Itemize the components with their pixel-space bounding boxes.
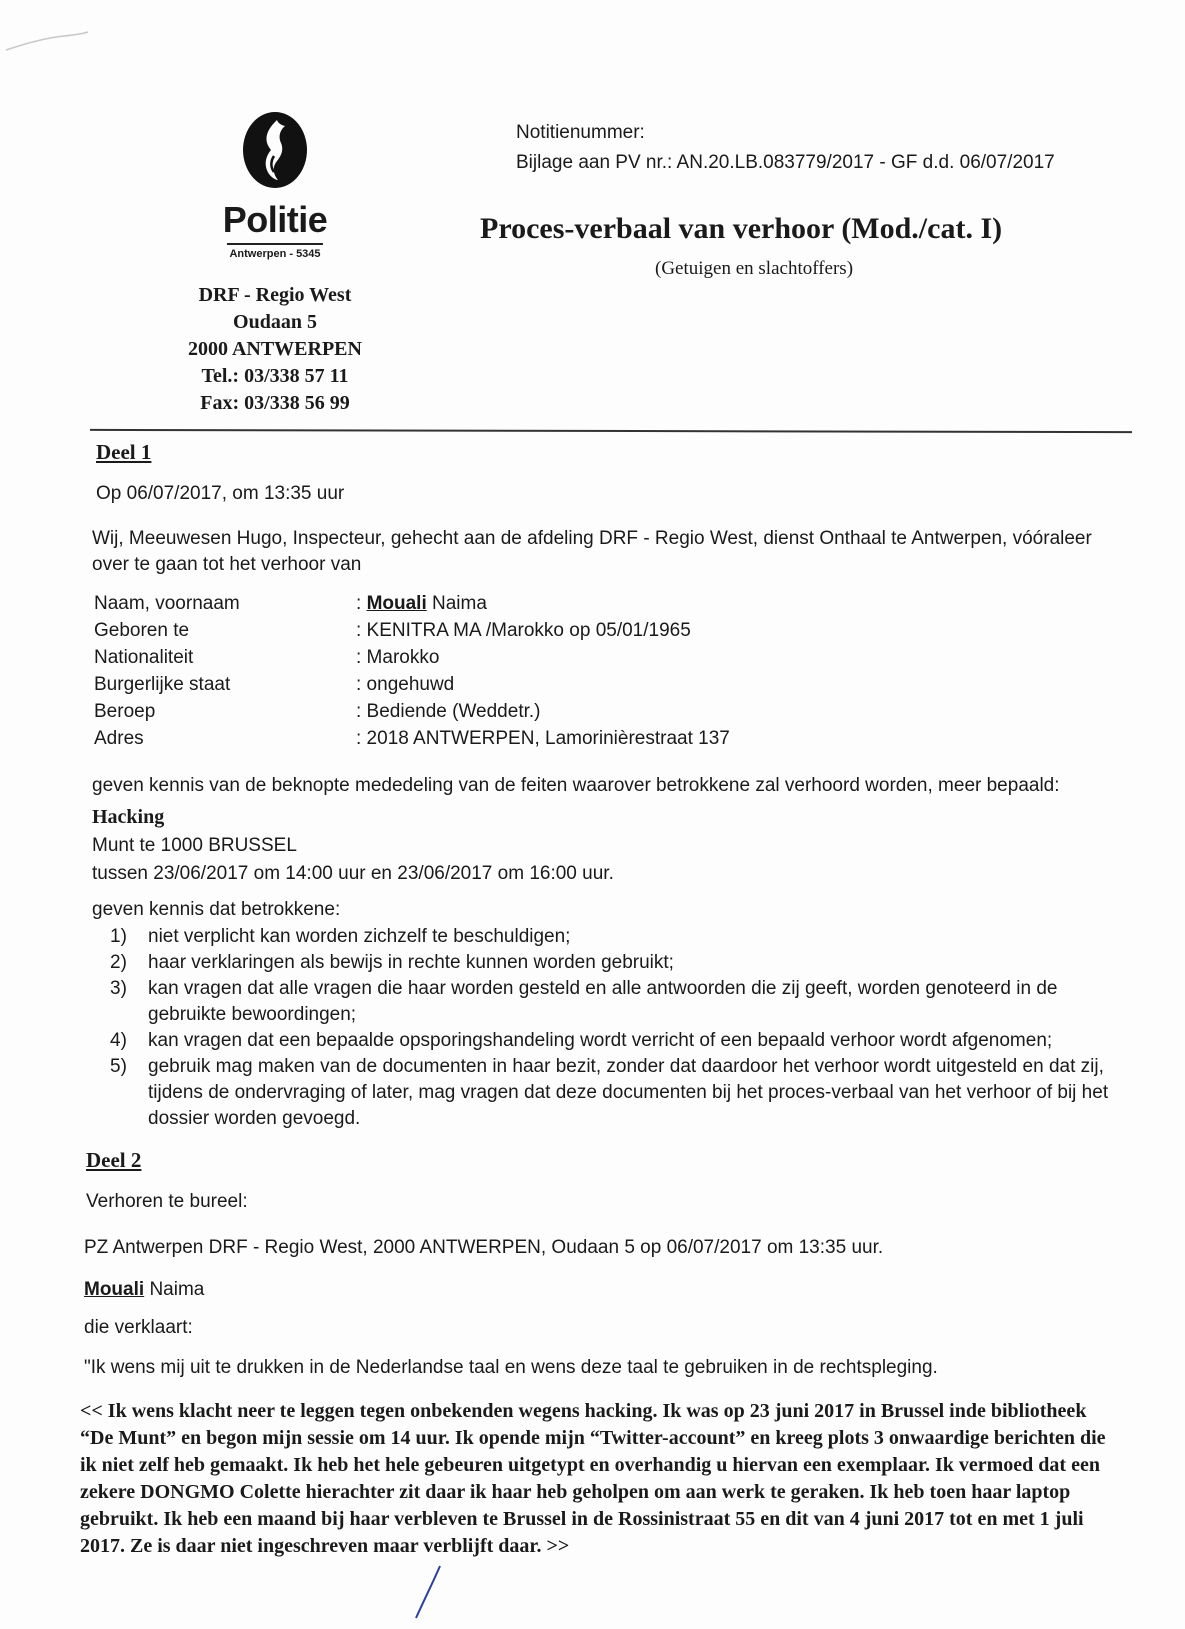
facts-intro: geven kennis van de beknopte mededeling van de feiten waarover betrokkene zal verhoord worden, meer bepaald: bbox=[92, 775, 1060, 796]
identity-value: : Mouali Naima bbox=[356, 593, 487, 614]
identity-label: Geboren te bbox=[94, 620, 190, 641]
interview-place-label: Verhoren te bureel: bbox=[86, 1191, 248, 1212]
office-address bbox=[130, 282, 420, 417]
section-heading-deel-2: Deel 2 bbox=[86, 1148, 142, 1172]
section-heading-deel-1: Deel 1 bbox=[96, 440, 152, 464]
police-logo-block bbox=[130, 110, 420, 260]
header-divider bbox=[90, 429, 1132, 433]
offence-period: tussen 23/06/2017 om 14:00 uur en 23/06/2017 om 16:00 uur. bbox=[92, 863, 614, 884]
witness-name-line bbox=[84, 1278, 204, 1302]
identity-label: Naam, voornaam bbox=[94, 593, 240, 614]
identity-row-nationality bbox=[94, 644, 894, 671]
pv-reference: Bijlage aan PV nr.: AN.20.LB.083779/2017 - GF d.d. 06/07/2017 bbox=[516, 152, 1055, 173]
identity-row-name bbox=[94, 590, 894, 617]
identity-value: : 2018 ANTWERPEN, Lamorinièrestraat 137 bbox=[356, 728, 730, 749]
list-item bbox=[110, 924, 1120, 950]
police-flame-logo-icon bbox=[240, 110, 310, 190]
list-item bbox=[110, 950, 1120, 976]
list-number: 2) bbox=[110, 952, 127, 973]
list-text: kan vragen dat alle vragen die haar worden gesteld en alle antwoorden die zij geeft, worden genoteerd in de gebruikte bewoordingen; bbox=[148, 978, 1058, 1025]
firstname: Naima bbox=[432, 593, 487, 614]
identity-value: : Bediende (Weddetr.) bbox=[356, 701, 541, 722]
list-number: 4) bbox=[110, 1030, 127, 1051]
identity-label: Adres bbox=[94, 728, 144, 749]
notitie-number: Notitienummer: bbox=[516, 122, 645, 143]
identity-label: Nationaliteit bbox=[94, 647, 194, 668]
identity-value: : Marokko bbox=[356, 647, 440, 668]
language-choice-line: "Ik wens mij uit te drukken in de Nederlandse taal en wens deze taal te gebruiken in de rechtspleging. bbox=[84, 1357, 938, 1378]
identity-table bbox=[94, 590, 894, 752]
officer-intro-paragraph: Wij, Meeuwesen Hugo, Inspecteur, gehecht aan de afdeling DRF - Regio West, dienst Onthaal te Antwerpen, vóóraleer over te gaan tot het verhoor van bbox=[92, 528, 1092, 575]
politie-underline bbox=[227, 243, 323, 245]
list-item bbox=[110, 1028, 1120, 1054]
offence-place: Munt te 1000 BRUSSEL bbox=[92, 835, 297, 856]
identity-row-civil-status bbox=[94, 671, 894, 698]
pen-stroke-mark bbox=[410, 1562, 450, 1622]
list-text: kan vragen dat een bepaalde opsporingshandeling wordt verricht of een bepaald verhoor wordt afgenomen; bbox=[148, 1030, 1053, 1051]
office-fax: Fax: 03/338 56 99 bbox=[200, 392, 350, 414]
identity-value: : KENITRA MA /Marokko op 05/01/1965 bbox=[356, 620, 691, 641]
identity-label: Burgerlijke staat bbox=[94, 674, 231, 695]
surname: Mouali bbox=[366, 593, 427, 614]
offence-type: Hacking bbox=[92, 806, 165, 828]
office-unit: DRF - Regio West bbox=[198, 284, 352, 306]
document-subtitle: (Getuigen en slachtoffers) bbox=[655, 258, 854, 279]
rights-intro: geven kennis dat betrokkene: bbox=[92, 899, 341, 920]
office-phone: Tel.: 03/338 57 11 bbox=[201, 365, 349, 387]
scan-scratch-mark bbox=[4, 28, 94, 58]
list-text: haar verklaringen als bewijs in rechte kunnen worden gebruikt; bbox=[148, 952, 674, 973]
interview-date-line: Op 06/07/2017, om 13:35 uur bbox=[96, 483, 345, 504]
list-number: 1) bbox=[110, 926, 127, 947]
rights-list bbox=[110, 924, 1120, 1132]
list-item bbox=[110, 976, 1120, 1028]
document-title: Proces-verbaal van verhoor (Mod./cat. I) bbox=[480, 212, 1003, 245]
reference-block bbox=[516, 118, 1055, 178]
declares-line: die verklaart: bbox=[84, 1317, 193, 1338]
list-number: 5) bbox=[110, 1056, 127, 1077]
office-city: 2000 ANTWERPEN bbox=[188, 338, 362, 360]
firstname: Naima bbox=[149, 1279, 205, 1300]
list-number: 3) bbox=[110, 978, 127, 999]
list-text: gebruik mag maken van de documenten in haar bezit, zonder dat daardoor het verhoor wordt uitgesteld en dat zij, tijdens de ondervraging of later, mag vragen dat deze documenten bij het proces-verbaal van het verhoor of bij het dossier worden gevoegd. bbox=[148, 1056, 1109, 1129]
identity-label: Beroep bbox=[94, 701, 156, 722]
politie-wordmark: Politie bbox=[222, 199, 328, 240]
office-street: Oudaan 5 bbox=[233, 311, 317, 333]
list-item bbox=[110, 1054, 1120, 1132]
interview-location-line: PZ Antwerpen DRF - Regio West, 2000 ANTWERPEN, Oudaan 5 op 06/07/2017 om 13:35 uur. bbox=[84, 1237, 884, 1258]
identity-row-address bbox=[94, 725, 894, 752]
identity-row-birth bbox=[94, 617, 894, 644]
list-text: niet verplicht kan worden zichzelf te beschuldigen; bbox=[148, 926, 571, 947]
identity-row-occupation bbox=[94, 698, 894, 725]
identity-value: : ongehuwd bbox=[356, 674, 455, 695]
politie-zone-label: Antwerpen - 5345 bbox=[229, 248, 321, 260]
surname: Mouali bbox=[84, 1279, 145, 1300]
witness-statement: << Ik wens klacht neer te leggen tegen onbekenden wegens hacking. Ik was op 23 juni 2017 in Brussel inde bibliotheek “De Munt” en begon mijn sessie om 14 uur. Ik opende mijn “Twitter-account” en kreeg plots 3 onwaardige berichten die ik niet zelf heb gemaakt. Ik heb het hele gebeuren uitgetypt en overhandig u hiervan een exemplaar. Ik vermoed dat een zekere DONGMO Colette hierachter zit daar ik haar heb geholpen om aan werk te geraken. Ik heb toen haar laptop gebruikt. Ik heb een maand bij haar verbleven te Brussel in de Rossinistraat 55 en dit van 4 juni 2017 tot en met 1 juli 2017. Ze is daar niet ingeschreven maar verblijft daar. >> bbox=[80, 1400, 1106, 1557]
